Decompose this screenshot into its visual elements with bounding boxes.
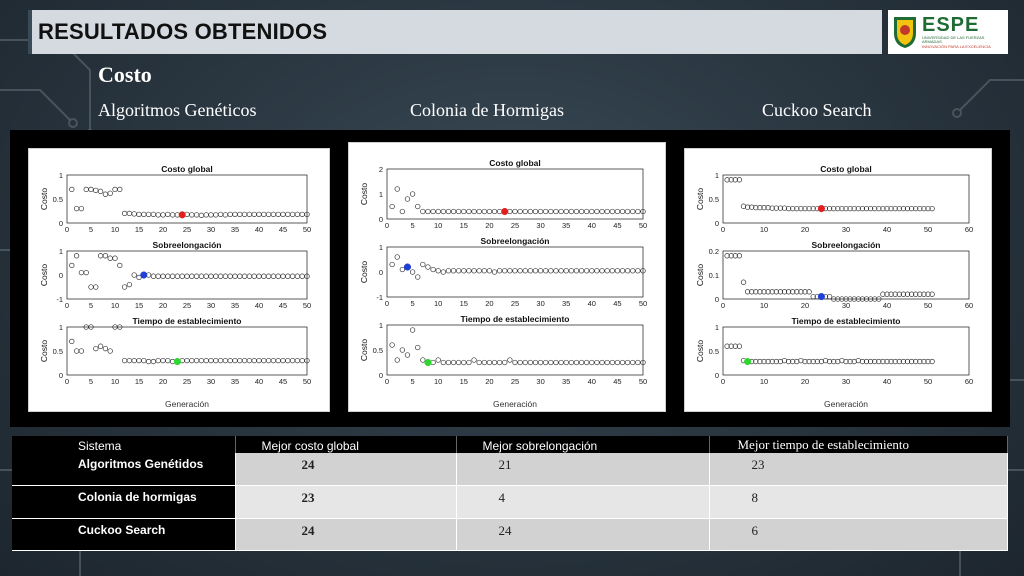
x-tick-label: 50	[923, 377, 933, 386]
y-tick-label: 1	[714, 323, 719, 332]
y-axis-label: Costo	[695, 187, 705, 211]
y-tick-label: 1	[378, 243, 383, 252]
x-tick-label: 35	[230, 301, 240, 310]
x-tick-label: 50	[638, 221, 648, 230]
y-tick-label: 0.5	[52, 195, 63, 204]
y-tick-label: 0.5	[708, 195, 719, 204]
x-tick-label: 40	[587, 377, 596, 386]
x-tick-label: 30	[206, 377, 216, 386]
x-tick-label: 45	[613, 221, 622, 230]
best-point-marker	[501, 208, 508, 215]
y-tick-label: 1	[378, 190, 383, 199]
subplot	[695, 240, 973, 310]
espe-logo	[888, 10, 1008, 54]
subplot-title: Costo global	[489, 158, 541, 168]
x-tick-label: 30	[841, 377, 851, 386]
x-tick-label: 50	[302, 301, 312, 310]
label-cuckoo-search: Cuckoo Search	[762, 100, 872, 120]
x-tick-label: 45	[613, 377, 622, 386]
subplot-axes	[67, 327, 307, 375]
row-best-settling-time: 6	[709, 518, 1007, 551]
subplot-axes	[387, 325, 643, 375]
y-tick-label: 0	[58, 371, 63, 380]
subplot-axes	[723, 175, 969, 223]
x-tick-label: 40	[882, 301, 892, 310]
x-axis-label: Generación	[493, 399, 537, 409]
y-tick-label: 0	[58, 219, 63, 228]
row-system-name: Algoritmos Genétidos	[12, 453, 235, 486]
x-tick-label: 15	[459, 377, 468, 386]
x-tick-label: 0	[384, 299, 390, 308]
label-genetic-algorithms: Algoritmos Genéticos	[98, 100, 257, 120]
x-tick-label: 0	[64, 225, 70, 234]
header-best-cost: Mejor costo global	[235, 436, 456, 453]
x-tick-label: 15	[459, 221, 468, 230]
best-point-marker	[425, 359, 432, 366]
x-axis-label: Generación	[824, 399, 868, 409]
slide-title: RESULTADOS OBTENIDOS	[38, 19, 328, 44]
x-tick-label: 50	[923, 301, 933, 310]
subplot	[39, 240, 311, 310]
y-tick-label: 0	[714, 371, 719, 380]
university-seal-icon	[892, 15, 918, 49]
best-point-marker	[179, 212, 186, 219]
row-best-overshoot: 21	[456, 453, 709, 486]
y-tick-label: 1	[378, 321, 383, 330]
x-tick-label: 5	[88, 225, 94, 234]
logo-word: ESPE	[922, 14, 980, 36]
x-tick-label: 0	[384, 377, 390, 386]
y-tick-label: 0	[378, 371, 383, 380]
row-best-overshoot: 24	[456, 518, 709, 551]
chart-panel-genetic	[28, 148, 330, 412]
x-tick-label: 20	[158, 225, 168, 234]
y-tick-label: 1	[58, 247, 63, 256]
x-tick-label: 0	[384, 221, 390, 230]
x-tick-label: 45	[278, 377, 288, 386]
x-tick-label: 5	[88, 301, 94, 310]
x-tick-label: 15	[134, 301, 144, 310]
best-point-marker	[174, 358, 181, 365]
x-tick-label: 25	[182, 225, 192, 234]
x-tick-label: 10	[110, 377, 120, 386]
best-point-marker	[818, 205, 825, 212]
chart-svg	[349, 143, 665, 411]
x-tick-label: 45	[278, 301, 288, 310]
x-tick-label: 10	[759, 301, 769, 310]
x-tick-label: 45	[613, 299, 622, 308]
x-tick-label: 35	[230, 377, 240, 386]
chart-panel-cuckoo	[684, 148, 992, 412]
best-point-marker	[141, 272, 148, 279]
y-tick-label: 0	[378, 268, 383, 277]
subplot	[695, 316, 973, 386]
y-tick-label: -1	[56, 295, 63, 304]
x-tick-label: 40	[254, 225, 264, 234]
logo-tagline: INNOVACIÓN PARA LA EXCELENCIA	[922, 44, 991, 49]
x-tick-label: 40	[254, 301, 264, 310]
y-axis-label: Costo	[359, 182, 369, 206]
subplot-title: Sobreelongación	[811, 240, 881, 250]
y-axis-label: Costo	[359, 338, 369, 362]
x-tick-label: 10	[434, 221, 443, 230]
x-tick-label: 5	[88, 377, 94, 386]
y-axis-label: Costo	[695, 339, 705, 363]
subplot-title: Costo global	[161, 164, 213, 174]
results-table	[12, 436, 1008, 551]
x-tick-label: 20	[485, 377, 494, 386]
subplot-title: Sobreelongación	[480, 236, 550, 246]
header-best-settling-time: Mejor tiempo de establecimiento	[709, 436, 1007, 453]
x-tick-label: 35	[562, 377, 571, 386]
y-axis-label: Costo	[39, 187, 49, 211]
y-tick-label: -1	[376, 293, 383, 302]
y-tick-label: 0.5	[708, 347, 719, 356]
row-best-settling-time: 23	[709, 453, 1007, 486]
x-tick-label: 5	[410, 221, 415, 230]
subplot-axes	[387, 247, 643, 297]
x-tick-label: 60	[964, 301, 974, 310]
section-heading: Costo	[98, 62, 152, 87]
x-tick-label: 50	[302, 377, 312, 386]
x-tick-label: 30	[206, 225, 216, 234]
subplot	[39, 316, 311, 386]
subplot-axes	[67, 251, 307, 299]
x-tick-label: 20	[485, 221, 494, 230]
y-axis-label: Costo	[39, 263, 49, 287]
x-tick-label: 35	[230, 225, 240, 234]
x-tick-label: 50	[302, 225, 312, 234]
table-row	[12, 486, 1007, 519]
table-row	[12, 453, 1007, 486]
y-tick-label: 0.1	[708, 271, 719, 280]
x-tick-label: 50	[638, 299, 648, 308]
table-header-row	[12, 436, 1007, 453]
subplot	[359, 236, 647, 308]
x-tick-label: 40	[587, 299, 596, 308]
x-tick-label: 60	[964, 377, 974, 386]
y-axis-label: Costo	[359, 260, 369, 284]
x-tick-label: 20	[485, 299, 494, 308]
chart-svg	[685, 149, 991, 411]
subplot-axes	[67, 175, 307, 223]
y-tick-label: 0.5	[52, 347, 63, 356]
y-tick-label: 0.2	[708, 247, 719, 256]
x-tick-label: 30	[841, 225, 851, 234]
x-tick-label: 25	[182, 377, 192, 386]
x-tick-label: 40	[587, 221, 596, 230]
chart-svg	[29, 149, 329, 411]
row-best-cost: 24	[235, 453, 456, 486]
subplot	[359, 314, 647, 386]
best-point-marker	[404, 264, 411, 271]
subplot	[695, 164, 973, 234]
x-tick-label: 30	[206, 301, 216, 310]
title-bar	[28, 10, 882, 54]
row-system-name: Cuckoo Search	[12, 518, 235, 551]
y-tick-label: 2	[378, 165, 383, 174]
x-tick-label: 20	[800, 225, 810, 234]
y-tick-label: 1	[714, 171, 719, 180]
x-tick-label: 20	[158, 301, 168, 310]
label-ant-colony: Colonia de Hormigas	[410, 100, 564, 120]
x-tick-label: 10	[434, 377, 443, 386]
x-tick-label: 10	[434, 299, 443, 308]
header-best-overshoot: Mejor sobrelongación	[456, 436, 709, 453]
logo-subtitle: UNIVERSIDAD DE LAS FUERZAS ARMADAS	[922, 35, 985, 44]
row-best-cost: 23	[235, 486, 456, 519]
y-tick-label: 1	[58, 171, 63, 180]
x-tick-label: 30	[536, 377, 545, 386]
x-tick-label: 50	[638, 377, 648, 386]
subplot-title: Tiempo de establecimiento	[460, 314, 570, 324]
x-tick-label: 5	[410, 377, 415, 386]
x-tick-label: 15	[134, 377, 144, 386]
y-axis-label: Costo	[39, 339, 49, 363]
x-tick-label: 40	[882, 225, 892, 234]
x-tick-label: 5	[410, 299, 415, 308]
x-tick-label: 40	[254, 377, 264, 386]
y-axis-label: Costo	[695, 263, 705, 287]
x-tick-label: 0	[720, 377, 726, 386]
best-point-marker	[744, 358, 751, 365]
x-axis-label: Generación	[165, 399, 209, 409]
best-point-marker	[818, 293, 825, 300]
y-tick-label: 0	[714, 295, 719, 304]
x-tick-label: 10	[759, 225, 769, 234]
y-tick-label: 0	[714, 219, 719, 228]
subplot	[359, 158, 647, 230]
x-tick-label: 15	[459, 299, 468, 308]
x-tick-label: 35	[562, 299, 571, 308]
y-tick-label: 0	[378, 215, 383, 224]
x-tick-label: 0	[720, 301, 726, 310]
row-system-name: Colonia de hormigas	[12, 486, 235, 519]
x-tick-label: 30	[841, 301, 851, 310]
x-tick-label: 25	[510, 299, 520, 308]
x-tick-label: 20	[800, 377, 810, 386]
subplot-axes	[723, 327, 969, 375]
header-system: Sistema	[12, 436, 235, 453]
subplot	[39, 164, 311, 234]
subplot-title: Tiempo de establecimiento	[132, 316, 242, 326]
x-tick-label: 0	[720, 225, 726, 234]
y-tick-label: 0	[58, 271, 63, 280]
table-row	[12, 518, 1007, 551]
x-tick-label: 50	[923, 225, 933, 234]
x-tick-label: 0	[64, 377, 70, 386]
y-tick-label: 1	[58, 323, 63, 332]
x-tick-label: 10	[759, 377, 769, 386]
x-tick-label: 20	[158, 377, 168, 386]
row-best-cost: 24	[235, 518, 456, 551]
x-tick-label: 20	[800, 301, 810, 310]
chart-panel-ant-colony	[348, 142, 666, 412]
subplot-title: Costo global	[820, 164, 872, 174]
x-tick-label: 25	[510, 377, 520, 386]
x-tick-label: 10	[110, 301, 120, 310]
x-tick-label: 15	[134, 225, 144, 234]
subplot-title: Sobreelongación	[152, 240, 222, 250]
subplot-title: Tiempo de establecimiento	[791, 316, 901, 326]
x-tick-label: 0	[64, 301, 70, 310]
row-best-settling-time: 8	[709, 486, 1007, 519]
x-tick-label: 45	[278, 225, 288, 234]
row-best-overshoot: 4	[456, 486, 709, 519]
x-tick-label: 25	[182, 301, 192, 310]
x-tick-label: 60	[964, 225, 974, 234]
x-tick-label: 25	[510, 221, 520, 230]
x-tick-label: 10	[110, 225, 120, 234]
x-tick-label: 30	[536, 299, 545, 308]
y-tick-label: 0.5	[372, 346, 383, 355]
x-tick-label: 30	[536, 221, 545, 230]
x-tick-label: 40	[882, 377, 892, 386]
x-tick-label: 35	[562, 221, 571, 230]
